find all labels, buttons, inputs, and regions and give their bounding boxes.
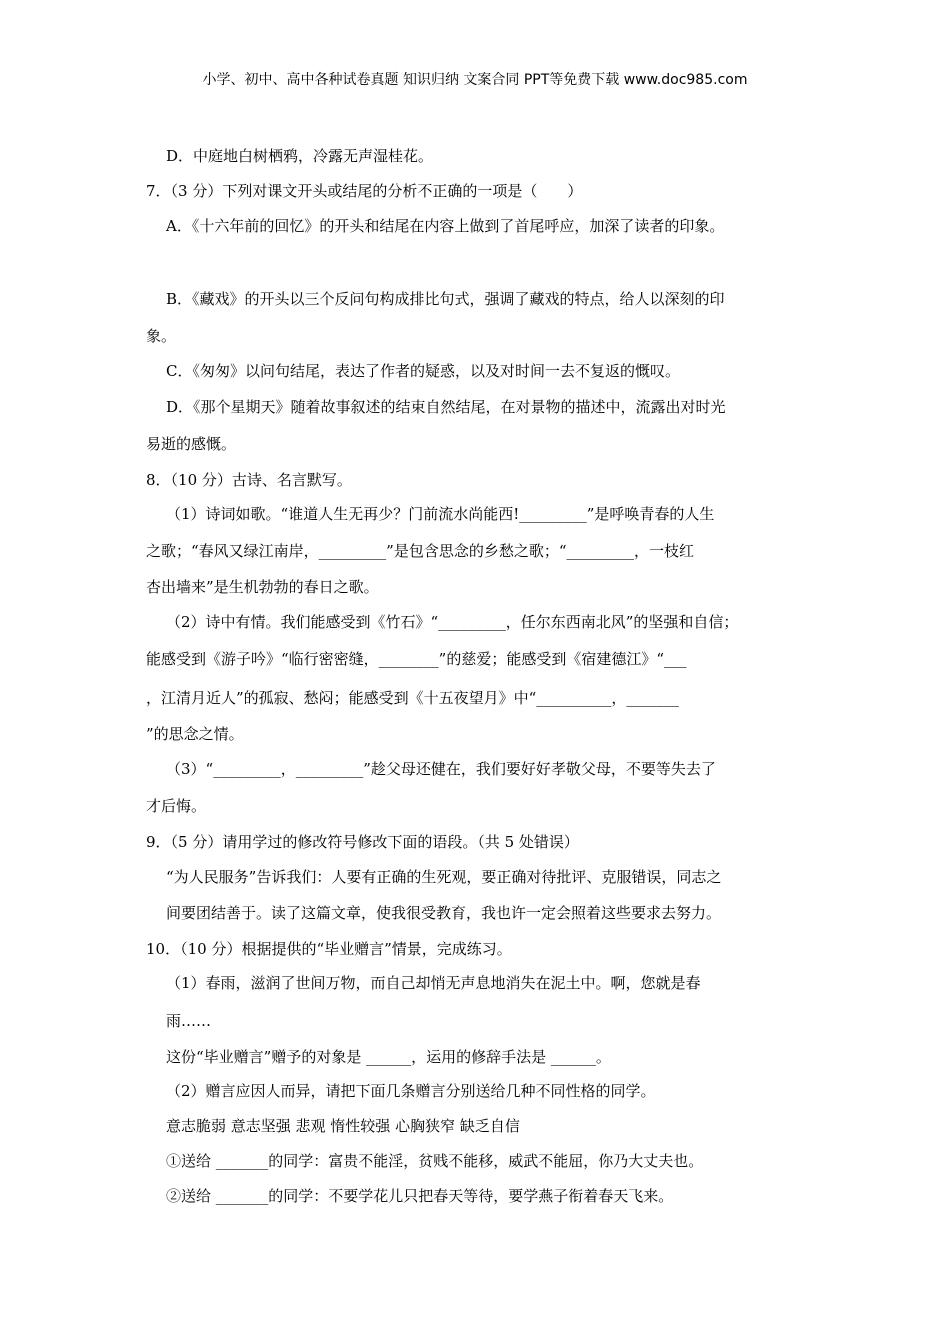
q10-part2: （2）赠言应因人而异，请把下面几条赠言分别送给几种不同性格的同学。 [166, 1082, 656, 1100]
q8-part1: （1）诗词如歌。“谁道人生无再少？门前流水尚能西!_________”是呼唤青春的人生 [166, 505, 715, 523]
q10-part2-options: 意志脆弱 意志坚强 悲观 惰性较强 心胸狭窄 缺乏自信 [166, 1117, 520, 1135]
q8-stem: 8．（10 分）古诗、名言默写。 [146, 471, 352, 489]
q7-option-a: A．《十六年前的回忆》的开头和结尾在内容上做到了首尾呼应，加深了读者的印象。 [166, 217, 725, 235]
q8-part2-cont: ”的思念之情。 [146, 725, 244, 743]
q8-part2-cont: ，江清月近人”的孤寂、愁闷；能感受到《十五夜望月》中“__________，_______ [146, 689, 679, 707]
q8-part2: （2）诗中有情。我们能感受到《竹石》“_________，任尔东西南北风”的坚强和自信； [166, 613, 739, 631]
q8-part1-cont: 杏出墙来”是生机勃勃的春日之歌。 [146, 578, 379, 596]
q8-part1-cont: 之歌；“春风又绿江南岸，_________”是包含思念的乡愁之歌；“_________，一枝红 [146, 542, 695, 560]
q7-option-d: D．《那个星期天》随着故事叙述的结束自然结尾，在对景物的描述中，流露出对时光 [166, 398, 726, 416]
q10-part1-question: 这份“毕业赠言”赠予的对象是 ______，运用的修辞手法是 ______。 [166, 1048, 611, 1066]
page-header: 小学、初中、高中各种试卷真题 知识归纳 文案合同 PPT等免费下载 www.doc985.com [202, 72, 748, 88]
q9-passage-cont: 间要团结善于。读了这篇文章，使我很受教育，我也许一定会照着这些要求去努力。 [166, 904, 722, 922]
q8-part2-cont: 能感受到《游子吟》“临行密密缝，________”的慈爱；能感受到《宿建德江》“___ [146, 650, 687, 668]
q7-option-c: C．《匆匆》以问句结尾，表达了作者的疑惑，以及对时间一去不复返的慨叹。 [166, 362, 680, 380]
q10-stem: 10．（10 分）根据提供的“毕业赠言”情景，完成练习。 [146, 940, 512, 958]
q7-stem: 7．（3 分）下列对课文开头或结尾的分析不正确的一项是（ ） [146, 182, 583, 200]
q9-passage: “为人民服务”告诉我们：人要有正确的生死观，要正确对待批评、克服错误，同志之 [166, 868, 722, 886]
q7-option-b-cont: 象。 [146, 327, 177, 345]
q10-part1: （1）春雨，滋润了世间万物，而自己却悄无声息地消失在泥土中。啊，您就是春 [166, 974, 701, 992]
q8-part3: （3）“_________，_________”趁父母还健在，我们要好好孝敬父母，不要等失去了 [166, 760, 716, 778]
q9-stem: 9．（5 分）请用学过的修改符号修改下面的语段。（共 5 处错误） [146, 833, 579, 851]
q10-part1-cont: 雨…… [166, 1012, 212, 1030]
q10-part2-item1: ①送给 _______的同学：富贵不能淫，贫贱不能移，威武不能屈，你乃大丈夫也。 [166, 1152, 704, 1170]
q10-part2-item2: ②送给 _______的同学：不要学花儿只把春天等待，要学燕子衔着春天飞来。 [166, 1187, 674, 1205]
q7-option-b: B．《藏戏》的开头以三个反问句构成排比句式，强调了藏戏的特点，给人以深刻的印 [166, 290, 725, 308]
q8-part3-cont: 才后悔。 [146, 797, 207, 815]
q7-option-d-cont: 易逝的感慨。 [146, 435, 237, 453]
q6-option-d: D．中庭地白树栖鸦，冷露无声湿桂花。 [166, 147, 434, 165]
